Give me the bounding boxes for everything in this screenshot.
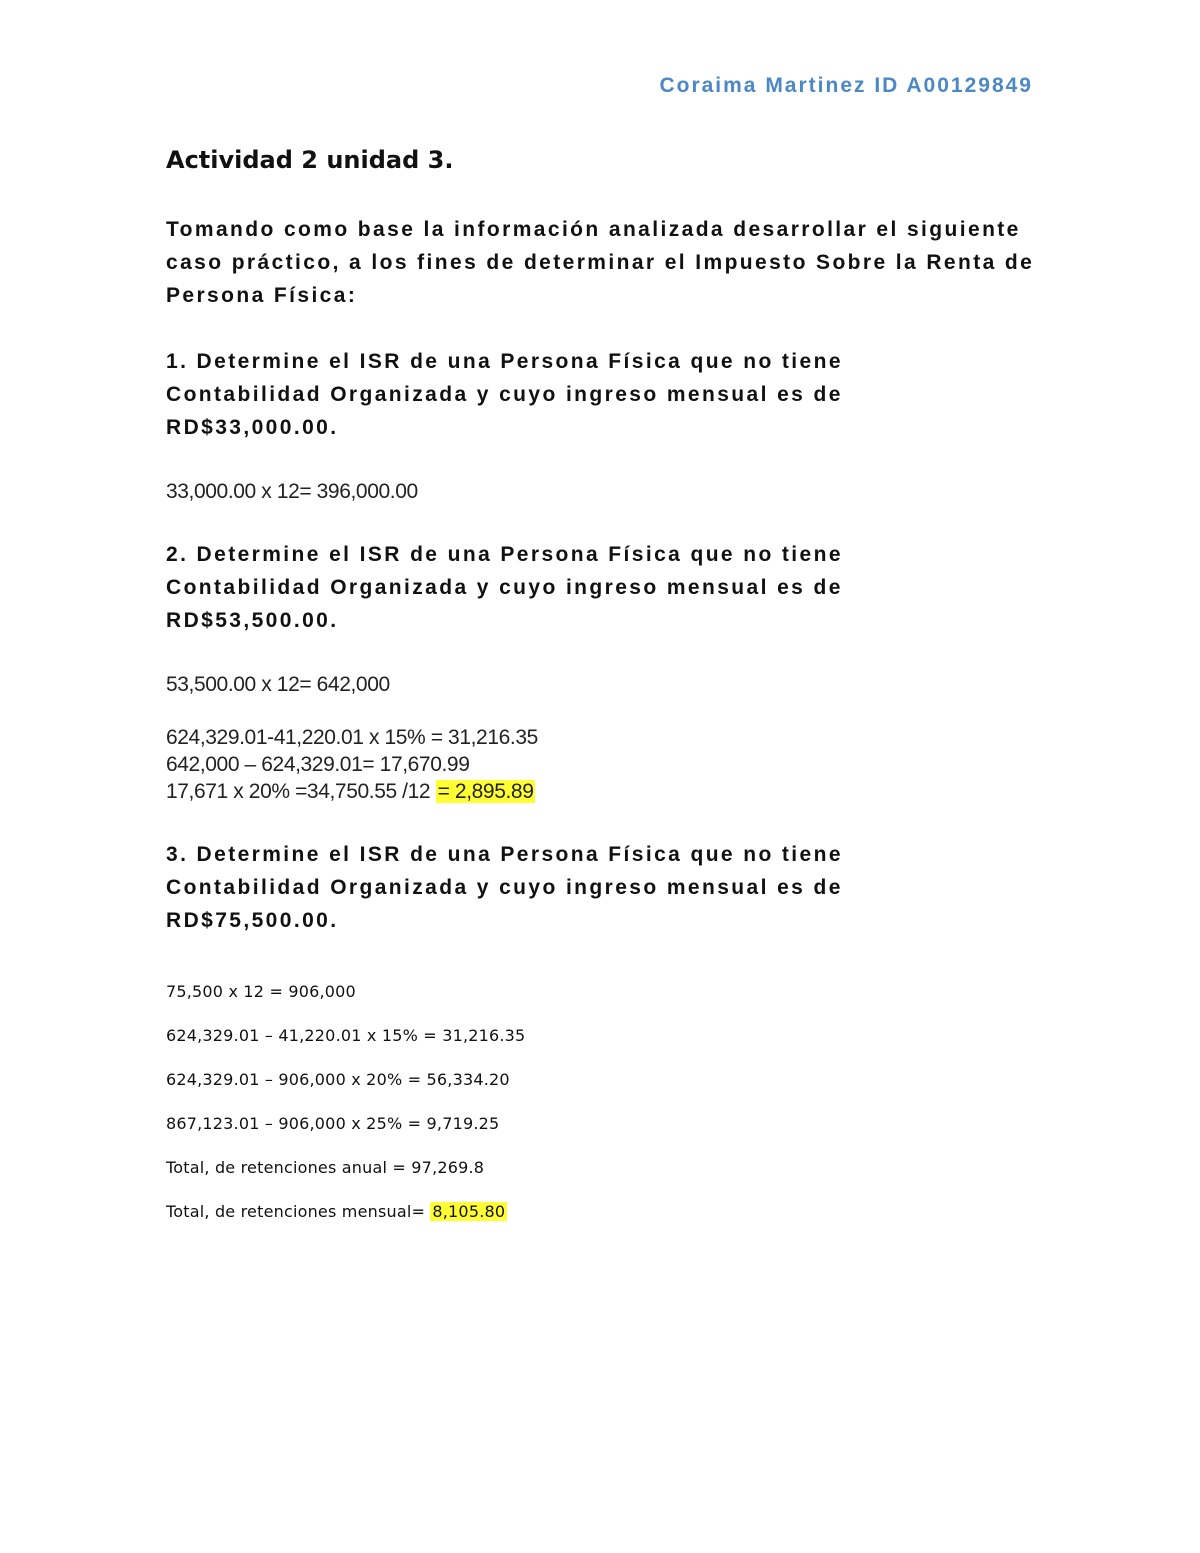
question-1-amount: RD$33,000.00. <box>166 416 339 439</box>
question-3-calc-step-3: 867,123.01 – 906,000 x 25% = 9,719.25 <box>166 1114 500 1133</box>
question-2-result-highlight: = 2,895.89 <box>437 780 534 803</box>
question-3-calc-step-2: 624,329.01 – 906,000 x 20% = 56,334.20 <box>166 1070 510 1089</box>
question-2-calc-steps <box>166 724 1046 805</box>
question-3 <box>166 838 1046 937</box>
document-body <box>166 144 1046 1246</box>
question-3-calc-annual: 75,500 x 12 = 906,000 <box>166 982 356 1001</box>
intro-paragraph: Tomando como base la información analizada desarrollar el siguiente caso práctico, a los fines de determinar el Impuesto Sobre la Renta de Persona Física: <box>166 218 1035 307</box>
question-3-total-monthly-label: Total, de retenciones mensual= <box>166 1202 431 1221</box>
question-2-calc-step-1: 624,329.01-41,220.01 x 15% = 31,216.35 <box>166 726 538 749</box>
document-title: Actividad 2 unidad 3. <box>166 146 454 174</box>
question-2-line-1: 2. Determine el ISR de una Persona Física que no tiene <box>166 543 843 566</box>
question-2 <box>166 538 1046 637</box>
question-3-line-2: Contabilidad Organizada y cuyo ingreso mensual es de <box>166 876 843 899</box>
question-1-line-1: 1. Determine el ISR de una Persona Física que no tiene <box>166 350 843 373</box>
question-2-calc-annual: 53,500.00 x 12= 642,000 <box>166 673 390 696</box>
question-2-calc-step-3 <box>166 778 1046 805</box>
question-2-amount: RD$53,500.00. <box>166 609 339 632</box>
question-3-line-1: 3. Determine el ISR de una Persona Física que no tiene <box>166 843 843 866</box>
question-3-total-annual: Total, de retenciones anual = 97,269.8 <box>166 1158 485 1177</box>
question-2-calc-step-3-text: 17,671 x 20% =34,750.55 /12 <box>166 780 436 803</box>
question-3-calc-steps <box>166 982 1046 1222</box>
question-1-calc-annual: 33,000.00 x 12= 396,000.00 <box>166 480 418 503</box>
question-3-total-monthly <box>166 1202 1046 1222</box>
question-1 <box>166 345 1046 444</box>
question-3-amount: RD$75,500.00. <box>166 909 339 932</box>
question-2-line-2: Contabilidad Organizada y cuyo ingreso mensual es de <box>166 576 843 599</box>
question-3-result-highlight: 8,105.80 <box>432 1202 506 1221</box>
question-2-calc-step-2: 642,000 – 624,329.01= 17,670.99 <box>166 753 470 776</box>
question-3-calc-step-1: 624,329.01 – 41,220.01 x 15% = 31,216.35 <box>166 1026 526 1045</box>
author-header: Coraima Martinez ID A00129849 <box>659 74 1033 97</box>
question-1-line-2: Contabilidad Organizada y cuyo ingreso mensual es de <box>166 383 843 406</box>
